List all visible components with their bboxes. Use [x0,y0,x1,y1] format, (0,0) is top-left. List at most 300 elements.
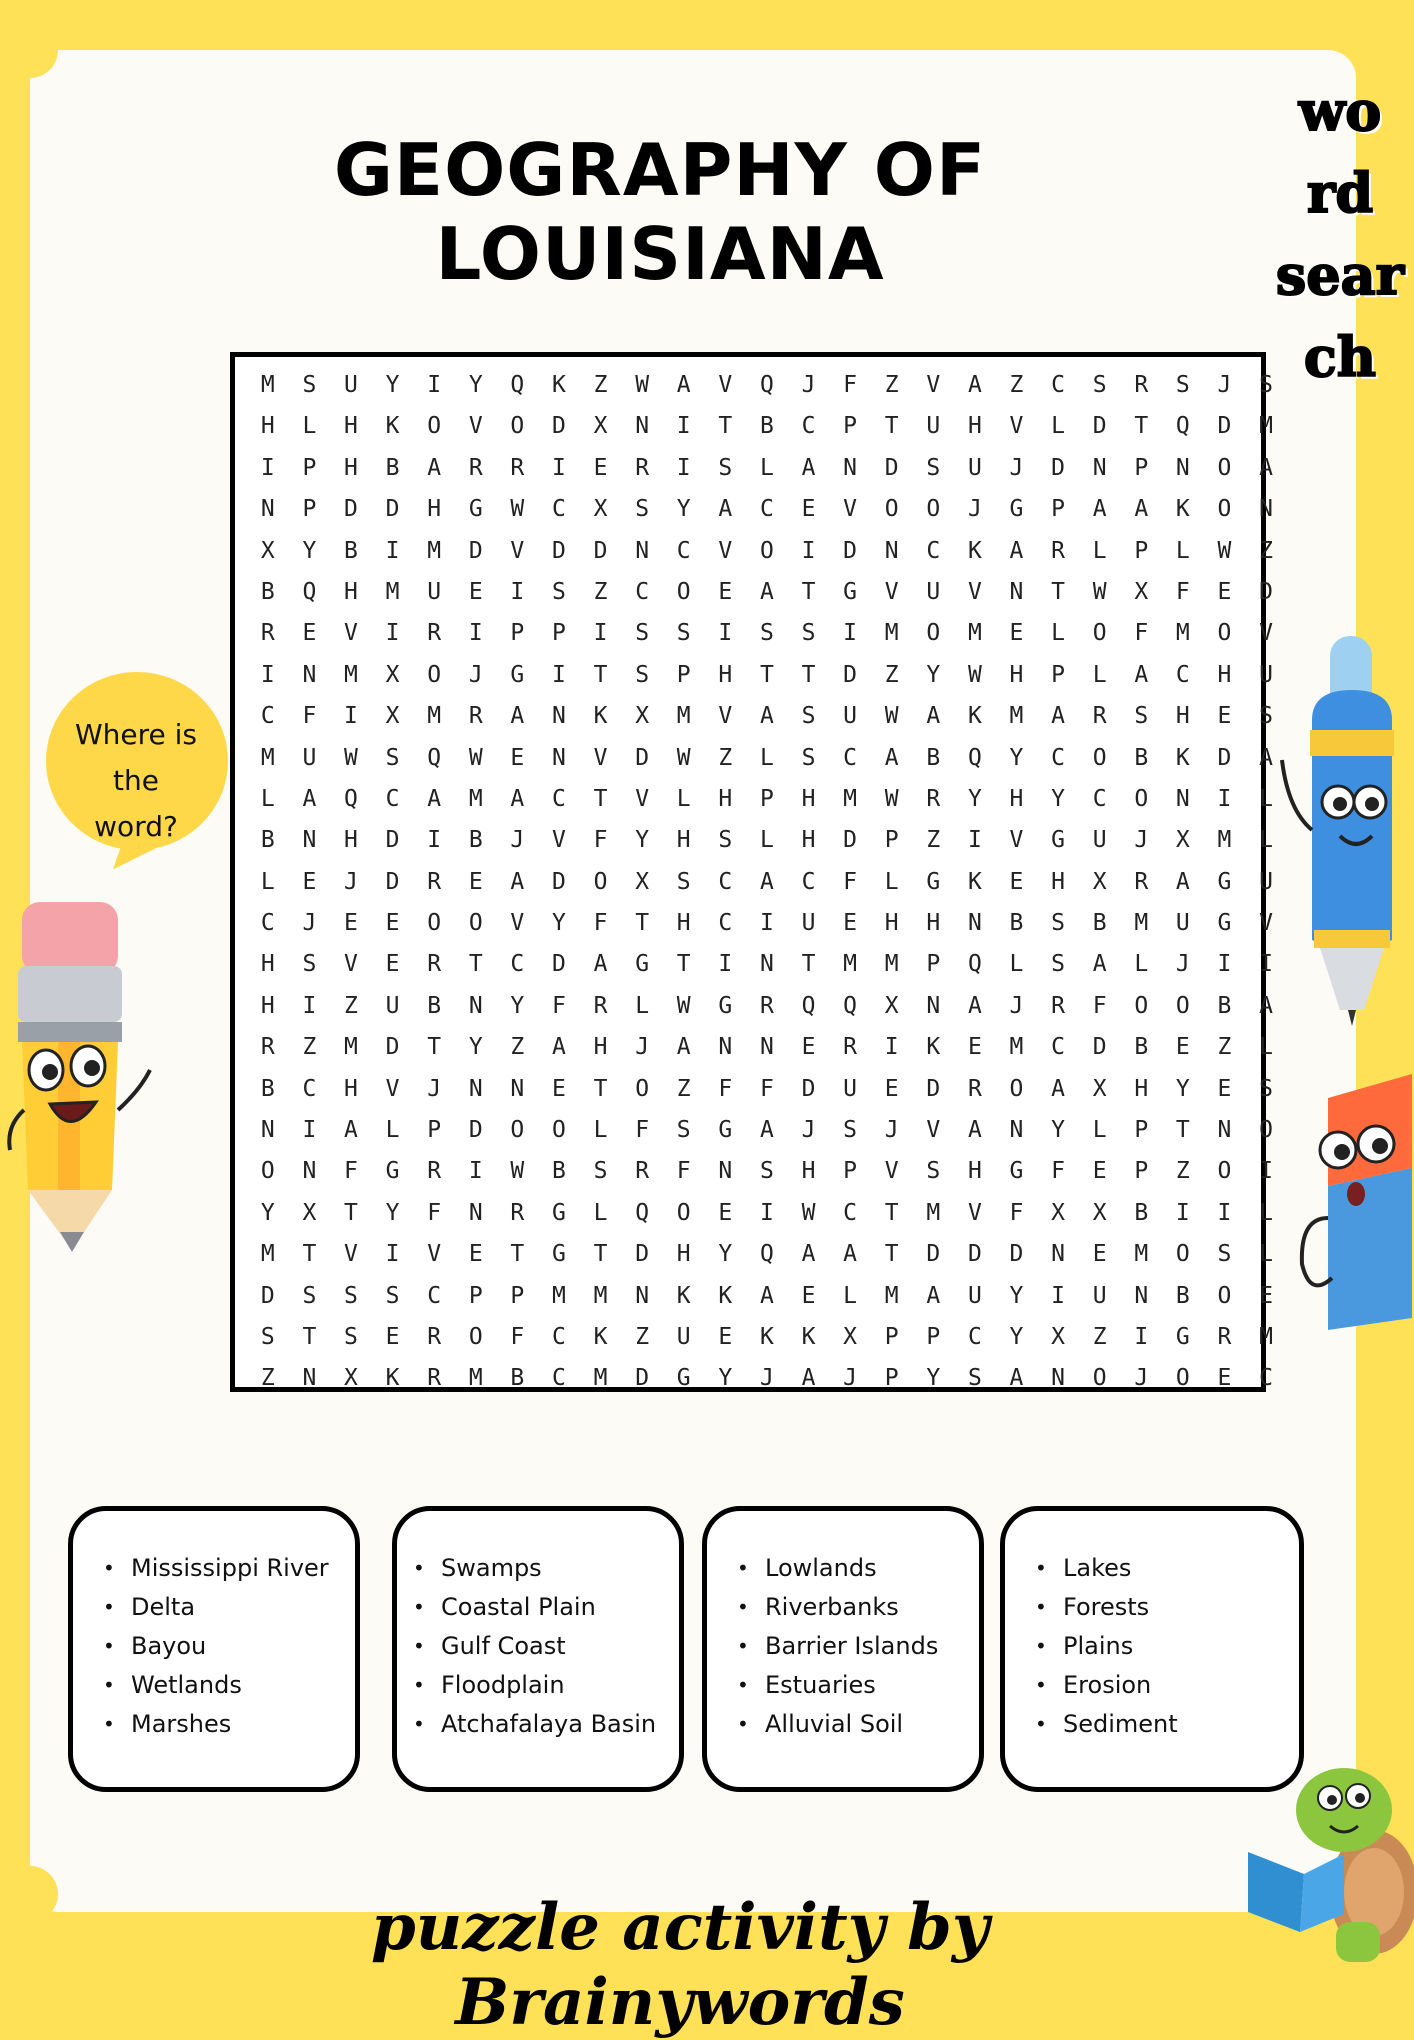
grid-letter[interactable]: S [1259,1075,1273,1102]
grid-letter[interactable]: L [260,868,275,895]
grid-letter[interactable]: V [843,496,858,523]
grid-letter[interactable]: X [302,1199,317,1226]
grid-letter[interactable]: W [676,992,691,1019]
grid-letter[interactable]: Y [510,992,525,1019]
grid-letter[interactable]: E [468,578,483,605]
grid-letter[interactable]: D [635,1241,650,1268]
grid-letter[interactable]: G [676,1365,691,1392]
grid-letter[interactable]: F [676,1158,691,1185]
grid-letter[interactable]: X [1092,1199,1107,1226]
grid-letter[interactable]: S [1175,372,1190,398]
grid-letter[interactable]: S [302,951,317,978]
grid-letter[interactable]: I [593,620,608,647]
grid-letter[interactable]: S [759,1158,774,1185]
grid-letter[interactable]: I [884,1034,899,1061]
grid-letter[interactable]: Y [1175,1075,1190,1102]
grid-letter[interactable]: W [1217,537,1232,564]
grid-letter[interactable]: C [1051,372,1065,398]
grid-letter[interactable]: S [1092,372,1107,398]
grid-letter[interactable]: N [1092,454,1107,481]
grid-letter[interactable]: Y [552,910,566,937]
grid-letter[interactable]: A [843,1241,858,1268]
grid-letter[interactable]: M [468,785,483,812]
grid-letter[interactable]: I [718,620,733,647]
grid-letter[interactable]: B [1092,910,1107,937]
grid-letter[interactable]: I [1175,1199,1190,1226]
grid-letter[interactable]: K [552,372,566,398]
grid-letter[interactable]: V [1259,910,1273,937]
grid-letter[interactable]: M [967,620,982,647]
grid-letter[interactable]: N [468,1075,483,1102]
grid-letter[interactable]: N [468,992,483,1019]
grid-letter[interactable]: T [801,951,816,978]
grid-letter[interactable]: A [967,372,982,398]
grid-letter[interactable]: A [801,1241,816,1268]
grid-letter[interactable]: E [385,910,400,937]
grid-letter[interactable]: S [635,496,650,523]
grid-letter[interactable]: M [344,661,358,688]
grid-letter[interactable]: V [967,1199,982,1226]
grid-letter[interactable]: M [1259,413,1273,440]
grid-letter[interactable]: D [552,951,566,978]
grid-letter[interactable]: K [593,703,608,730]
grid-letter[interactable]: S [718,454,733,481]
grid-letter[interactable]: A [967,1117,982,1144]
grid-letter[interactable]: E [468,868,483,895]
grid-letter[interactable]: J [1217,372,1232,398]
grid-letter[interactable]: V [718,372,733,398]
grid-letter[interactable]: D [552,868,566,895]
grid-letter[interactable]: B [510,1365,525,1392]
grid-letter[interactable]: S [676,868,691,895]
grid-letter[interactable]: T [1175,1117,1190,1144]
grid-letter[interactable]: Y [1051,1117,1065,1144]
grid-letter[interactable]: O [510,1117,525,1144]
grid-letter[interactable]: J [468,661,483,688]
grid-letter[interactable]: T [593,1241,608,1268]
grid-letter[interactable]: I [1217,785,1232,812]
grid-letter[interactable]: D [843,827,858,854]
grid-letter[interactable]: T [801,661,816,688]
grid-letter[interactable]: Q [302,578,317,605]
grid-letter[interactable]: N [510,1075,525,1102]
grid-letter[interactable]: I [552,661,566,688]
grid-letter[interactable]: C [302,1075,317,1102]
grid-letter[interactable]: V [344,951,358,978]
grid-letter[interactable]: U [1175,910,1190,937]
grid-letter[interactable]: U [427,578,442,605]
grid-letter[interactable]: W [884,703,899,730]
grid-letter[interactable]: A [801,454,816,481]
grid-letter[interactable]: A [427,454,442,481]
grid-letter[interactable]: W [344,744,358,771]
grid-letter[interactable]: X [344,1365,358,1392]
grid-letter[interactable]: B [1134,744,1149,771]
grid-letter[interactable]: R [427,1365,442,1392]
grid-letter[interactable]: D [552,413,566,440]
grid-letter[interactable]: C [676,537,691,564]
grid-letter[interactable]: R [635,454,650,481]
grid-letter[interactable]: Z [884,372,899,398]
grid-letter[interactable]: I [1217,1199,1232,1226]
grid-letter[interactable]: V [427,1241,442,1268]
grid-letter[interactable]: E [302,620,317,647]
grid-letter[interactable]: F [593,910,608,937]
grid-letter[interactable]: D [843,537,858,564]
grid-letter[interactable]: A [1092,951,1107,978]
grid-letter[interactable]: A [510,785,525,812]
grid-letter[interactable]: I [260,661,275,688]
grid-letter[interactable]: R [468,703,483,730]
grid-letter[interactable]: H [427,496,442,523]
grid-letter[interactable]: V [718,537,733,564]
grid-letter[interactable]: A [1092,496,1107,523]
grid-letter[interactable]: E [468,1241,483,1268]
grid-letter[interactable]: V [926,1117,941,1144]
grid-letter[interactable]: I [427,372,442,398]
grid-letter[interactable]: N [1259,496,1273,523]
grid-letter[interactable]: Y [468,372,483,398]
grid-letter[interactable]: N [468,1199,483,1226]
grid-letter[interactable]: D [385,827,400,854]
grid-letter[interactable]: E [843,910,858,937]
grid-letter[interactable]: Z [718,744,733,771]
grid-letter[interactable]: S [676,1117,691,1144]
grid-letter[interactable]: V [884,578,899,605]
grid-letter[interactable]: C [718,910,733,937]
grid-letter[interactable]: L [1175,537,1190,564]
grid-letter[interactable]: H [593,1034,608,1061]
grid-letter[interactable]: Z [593,578,608,605]
grid-letter[interactable]: N [1009,578,1024,605]
grid-letter[interactable]: N [552,703,566,730]
grid-letter[interactable]: X [593,413,608,440]
grid-letter[interactable]: C [843,1199,858,1226]
grid-letter[interactable]: D [385,1034,400,1061]
grid-letter[interactable]: U [926,578,941,605]
grid-letter[interactable]: I [759,910,774,937]
grid-letter[interactable]: J [1009,454,1024,481]
grid-letter[interactable]: E [1175,1034,1190,1061]
grid-letter[interactable]: R [843,1034,858,1061]
grid-letter[interactable]: C [260,703,275,730]
grid-letter[interactable]: L [1092,537,1107,564]
grid-letter[interactable]: N [1175,454,1190,481]
grid-letter[interactable]: E [1009,868,1024,895]
grid-letter[interactable]: C [1051,1034,1065,1061]
grid-letter[interactable]: K [967,537,982,564]
grid-letter[interactable]: M [843,785,858,812]
grid-letter[interactable]: O [1217,1158,1232,1185]
grid-letter[interactable]: O [926,620,941,647]
grid-letter[interactable]: E [801,1034,816,1061]
grid-letter[interactable]: A [510,868,525,895]
grid-letter[interactable]: N [718,1158,733,1185]
grid-letter[interactable]: S [302,372,317,398]
grid-letter[interactable]: G [552,1241,566,1268]
grid-letter[interactable]: X [1092,1075,1107,1102]
grid-letter[interactable]: D [1217,413,1232,440]
grid-letter[interactable]: O [1259,1117,1273,1144]
grid-letter[interactable]: T [1134,413,1149,440]
grid-letter[interactable]: O [1217,496,1232,523]
grid-letter[interactable]: C [552,1365,566,1392]
grid-letter[interactable]: O [1217,1282,1232,1309]
grid-letter[interactable]: R [1134,372,1149,398]
grid-letter[interactable]: B [468,827,483,854]
grid-letter[interactable]: A [344,1117,358,1144]
grid-letter[interactable]: V [510,910,525,937]
grid-letter[interactable]: Y [926,1365,941,1392]
grid-letter[interactable]: Y [635,827,650,854]
grid-letter[interactable]: E [718,578,733,605]
grid-letter[interactable]: T [884,413,899,440]
grid-letter[interactable]: H [260,413,275,440]
grid-letter[interactable]: H [1051,868,1065,895]
grid-letter[interactable]: S [801,703,816,730]
grid-letter[interactable]: H [344,578,358,605]
grid-letter[interactable]: S [801,620,816,647]
grid-letter[interactable]: M [260,744,275,771]
grid-letter[interactable]: U [1092,827,1107,854]
grid-letter[interactable]: I [385,620,400,647]
grid-letter[interactable]: E [1217,1075,1232,1102]
grid-letter[interactable]: U [801,910,816,937]
grid-letter[interactable]: H [676,910,691,937]
grid-letter[interactable]: P [427,1117,442,1144]
grid-letter[interactable]: S [1134,703,1149,730]
grid-letter[interactable]: R [1217,1323,1232,1350]
grid-letter[interactable]: M [1175,620,1190,647]
grid-letter[interactable]: H [1217,661,1232,688]
grid-letter[interactable]: Y [1009,1323,1024,1350]
grid-letter[interactable]: I [1217,951,1232,978]
grid-letter[interactable]: U [344,372,358,398]
grid-letter[interactable]: D [1092,413,1107,440]
grid-letter[interactable]: V [926,372,941,398]
grid-letter[interactable]: J [302,910,317,937]
grid-letter[interactable]: O [427,910,442,937]
grid-letter[interactable]: I [468,620,483,647]
grid-letter[interactable]: W [635,372,650,398]
grid-letter[interactable]: D [1051,454,1065,481]
grid-letter[interactable]: I [1051,1282,1065,1309]
grid-letter[interactable]: H [1175,703,1190,730]
grid-letter[interactable]: H [344,1075,358,1102]
grid-letter[interactable]: E [344,910,358,937]
grid-letter[interactable]: B [1175,1282,1190,1309]
grid-letter[interactable]: T [801,578,816,605]
grid-letter[interactable]: C [801,413,816,440]
grid-letter[interactable]: E [1092,1241,1107,1268]
grid-letter[interactable]: G [843,578,858,605]
grid-letter[interactable]: N [1217,1117,1232,1144]
grid-letter[interactable]: W [676,744,691,771]
grid-letter[interactable]: A [593,951,608,978]
grid-letter[interactable]: E [967,1034,982,1061]
grid-letter[interactable]: E [1217,703,1232,730]
grid-letter[interactable]: T [676,951,691,978]
grid-letter[interactable]: M [427,703,442,730]
grid-letter[interactable]: D [843,661,858,688]
grid-letter[interactable]: Q [759,372,774,398]
grid-letter[interactable]: I [676,413,691,440]
grid-letter[interactable]: V [344,1241,358,1268]
grid-letter[interactable]: W [967,661,982,688]
grid-letter[interactable]: T [718,413,733,440]
grid-letter[interactable]: N [718,1034,733,1061]
grid-letter[interactable]: S [759,620,774,647]
grid-letter[interactable]: I [967,827,982,854]
grid-letter[interactable]: A [1259,744,1273,771]
grid-letter[interactable]: I [718,951,733,978]
grid-letter[interactable]: B [260,827,275,854]
grid-letter[interactable]: C [1051,744,1065,771]
grid-letter[interactable]: Y [967,785,982,812]
grid-letter[interactable]: P [884,1323,899,1350]
grid-letter[interactable]: J [759,1365,774,1392]
grid-letter[interactable]: F [1009,1199,1024,1226]
grid-letter[interactable]: L [1051,620,1065,647]
grid-letter[interactable]: A [676,1034,691,1061]
grid-letter[interactable]: S [552,578,566,605]
grid-letter[interactable]: D [635,1365,650,1392]
grid-letter[interactable]: R [510,454,525,481]
grid-letter[interactable]: C [1175,661,1190,688]
grid-letter[interactable]: F [344,1158,358,1185]
grid-letter[interactable]: C [260,910,275,937]
grid-letter[interactable]: V [967,578,982,605]
grid-letter[interactable]: D [1092,1034,1107,1061]
grid-letter[interactable]: O [926,496,941,523]
grid-letter[interactable]: C [427,1282,442,1309]
grid-letter[interactable]: S [926,1158,941,1185]
grid-letter[interactable]: Z [344,992,358,1019]
grid-letter[interactable]: M [260,1241,275,1268]
grid-letter[interactable]: A [759,703,774,730]
grid-letter[interactable]: N [1051,1241,1065,1268]
grid-letter[interactable]: A [1009,1365,1024,1392]
grid-letter[interactable]: K [801,1323,816,1350]
grid-letter[interactable]: W [468,744,483,771]
grid-letter[interactable]: M [1134,910,1149,937]
grid-letter[interactable]: N [635,413,650,440]
grid-letter[interactable]: F [593,827,608,854]
grid-letter[interactable]: Y [926,661,941,688]
grid-letter[interactable]: R [510,1199,525,1226]
grid-letter[interactable]: O [468,910,483,937]
grid-letter[interactable]: E [718,1323,733,1350]
grid-letter[interactable]: G [926,868,941,895]
grid-letter[interactable]: J [801,372,816,398]
grid-letter[interactable]: M [1217,827,1232,854]
grid-letter[interactable]: Q [510,372,525,398]
grid-letter[interactable]: R [1051,537,1065,564]
grid-letter[interactable]: H [801,1158,816,1185]
grid-letter[interactable]: L [759,827,774,854]
grid-letter[interactable]: R [635,1158,650,1185]
grid-letter[interactable]: J [1009,992,1024,1019]
grid-letter[interactable]: S [676,620,691,647]
grid-letter[interactable]: H [260,992,275,1019]
grid-letter[interactable]: V [718,703,733,730]
grid-letter[interactable]: T [510,1241,525,1268]
grid-letter[interactable]: P [302,454,317,481]
grid-letter[interactable]: R [427,620,442,647]
grid-letter[interactable]: E [552,1075,566,1102]
grid-letter[interactable]: N [1051,1365,1065,1392]
grid-letter[interactable]: M [843,951,858,978]
grid-letter[interactable]: S [385,744,400,771]
grid-letter[interactable]: Y [718,1365,733,1392]
grid-letter[interactable]: K [593,1323,608,1350]
grid-letter[interactable]: N [302,661,317,688]
grid-letter[interactable]: L [843,1282,858,1309]
grid-letter[interactable]: V [1009,413,1024,440]
grid-letter[interactable]: E [884,1075,899,1102]
grid-letter[interactable]: O [1175,1365,1190,1392]
grid-letter[interactable]: E [510,744,525,771]
grid-letter[interactable]: S [260,1323,275,1350]
grid-letter[interactable]: A [718,496,733,523]
grid-letter[interactable]: H [718,785,733,812]
grid-letter[interactable]: M [676,703,691,730]
grid-letter[interactable]: M [1009,703,1024,730]
grid-letter[interactable]: S [344,1323,358,1350]
grid-letter[interactable]: K [1175,744,1190,771]
grid-letter[interactable]: L [260,785,275,812]
grid-letter[interactable]: X [635,703,650,730]
grid-letter[interactable]: X [843,1323,858,1350]
grid-letter[interactable]: A [1259,454,1273,481]
grid-letter[interactable]: F [1175,578,1190,605]
grid-letter[interactable]: X [385,661,400,688]
grid-letter[interactable]: H [676,827,691,854]
grid-letter[interactable]: S [1259,703,1273,730]
grid-letter[interactable]: J [967,496,982,523]
grid-letter[interactable]: D [1217,744,1232,771]
grid-letter[interactable]: S [635,661,650,688]
grid-letter[interactable]: A [801,1365,816,1392]
grid-letter[interactable]: P [926,1323,941,1350]
grid-letter[interactable]: S [635,620,650,647]
grid-letter[interactable]: C [552,785,566,812]
grid-letter[interactable]: H [884,910,899,937]
grid-letter[interactable]: H [344,413,358,440]
grid-letter[interactable]: H [344,454,358,481]
grid-letter[interactable]: J [1134,827,1149,854]
grid-letter[interactable]: C [552,496,566,523]
grid-letter[interactable]: O [427,413,442,440]
grid-letter[interactable]: L [1134,951,1149,978]
grid-letter[interactable]: P [676,661,691,688]
grid-letter[interactable]: R [260,1034,275,1061]
grid-letter[interactable]: N [1134,1282,1149,1309]
grid-letter[interactable]: U [843,703,858,730]
grid-letter[interactable]: S [967,1365,982,1392]
grid-letter[interactable]: J [843,1365,858,1392]
grid-letter[interactable]: E [593,454,608,481]
grid-letter[interactable]: M [427,537,442,564]
grid-letter[interactable]: A [676,372,691,398]
grid-letter[interactable]: U [1259,661,1273,688]
grid-letter[interactable]: X [1051,1199,1065,1226]
grid-letter[interactable]: P [884,1365,899,1392]
grid-letter[interactable]: R [427,1158,442,1185]
grid-letter[interactable]: E [1092,1158,1107,1185]
grid-letter[interactable]: B [427,992,442,1019]
grid-letter[interactable]: G [718,1117,733,1144]
